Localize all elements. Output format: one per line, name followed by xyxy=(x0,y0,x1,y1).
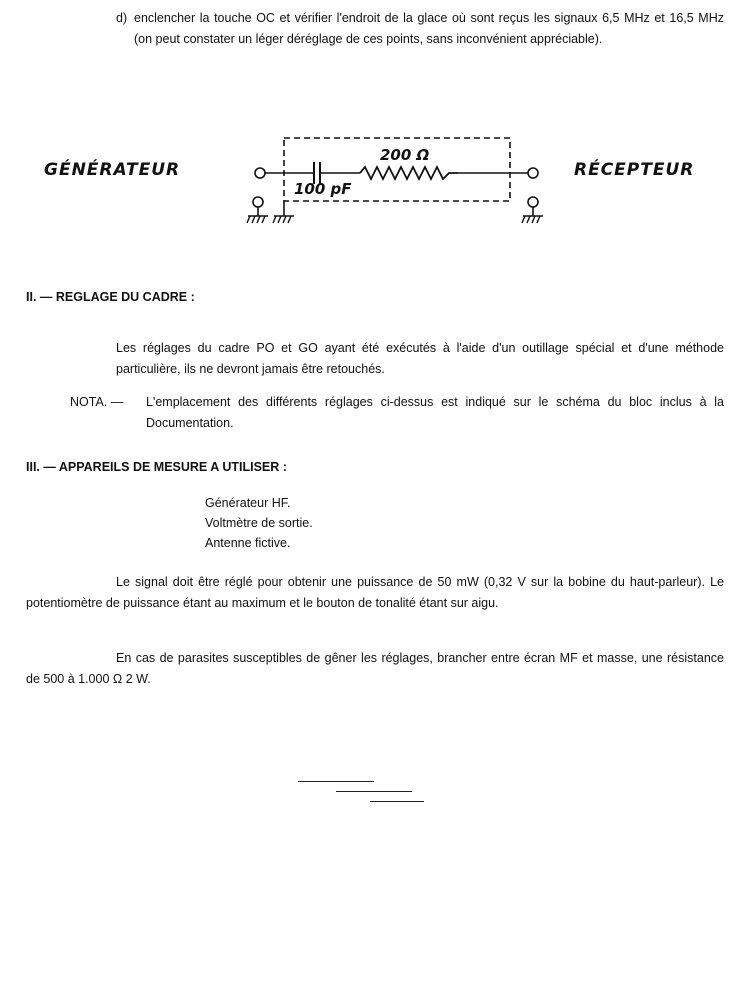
section-3-paragraph-2: En cas de parasites susceptibles de gêner les réglages, brancher entre écran MF et masse, une résistance de 500 à 1.000 Ω 2 W. xyxy=(26,651,724,686)
section-2-paragraph: Les réglages du cadre PO et GO ayant été exécutés à l'aide d'un outillage spécial et d'une méthode particulière, ils ne devront jamais être retouchés. xyxy=(116,341,724,376)
ground-terminal-right-icon xyxy=(528,197,538,207)
closing-rule xyxy=(336,791,412,792)
section-3-paragraph-1: Le signal doit être réglé pour obtenir une puissance de 50 mW (0,32 V sur la bobine du haut-parleur). Le potentiomètre de puissance étant au maximum et le bouton de tonalité étant sur aigu. xyxy=(26,575,724,610)
ground-symbol-enclosure-icon xyxy=(273,216,294,223)
equipment-item: Voltmètre de sortie. xyxy=(205,516,313,530)
ground-terminal-left-icon xyxy=(253,197,263,207)
step-d-label: d) xyxy=(116,11,128,25)
step-d-text: enclencher la touche OC et vérifier l'endroit de la glace où sont reçus les signaux 6,5 MHz et 16,5 MHz (on peut constater un léger déréglage de ces points, sans inconvénient appréciable). xyxy=(134,11,724,46)
ground-symbol-left-icon xyxy=(247,216,268,223)
output-terminal-icon xyxy=(528,168,538,178)
closing-rule xyxy=(298,781,374,782)
capacitor-value: 100 pF xyxy=(294,180,352,198)
equipment-item: Antenne fictive. xyxy=(205,536,291,550)
resistor-icon xyxy=(360,167,458,179)
section-2-heading: II. — REGLAGE DU CADRE : xyxy=(26,290,195,304)
test-circuit-diagram xyxy=(240,128,560,238)
receiver-label: RÉCEPTEUR xyxy=(574,160,695,180)
ground-symbol-right-icon xyxy=(522,216,543,223)
nota-text: L'emplacement des différents réglages ci-dessus est indiqué sur le schéma du bloc inclus à la Documentation. xyxy=(146,395,724,430)
input-terminal-icon xyxy=(255,168,265,178)
resistor-value: 200 Ω xyxy=(380,146,430,164)
section-3-heading: III. — APPAREILS DE MESURE A UTILISER : xyxy=(26,460,287,474)
closing-rule xyxy=(370,801,424,802)
nota-label: NOTA. — xyxy=(70,395,124,409)
equipment-item: Générateur HF. xyxy=(205,496,291,510)
generator-label: GÉNÉRATEUR xyxy=(44,160,181,180)
